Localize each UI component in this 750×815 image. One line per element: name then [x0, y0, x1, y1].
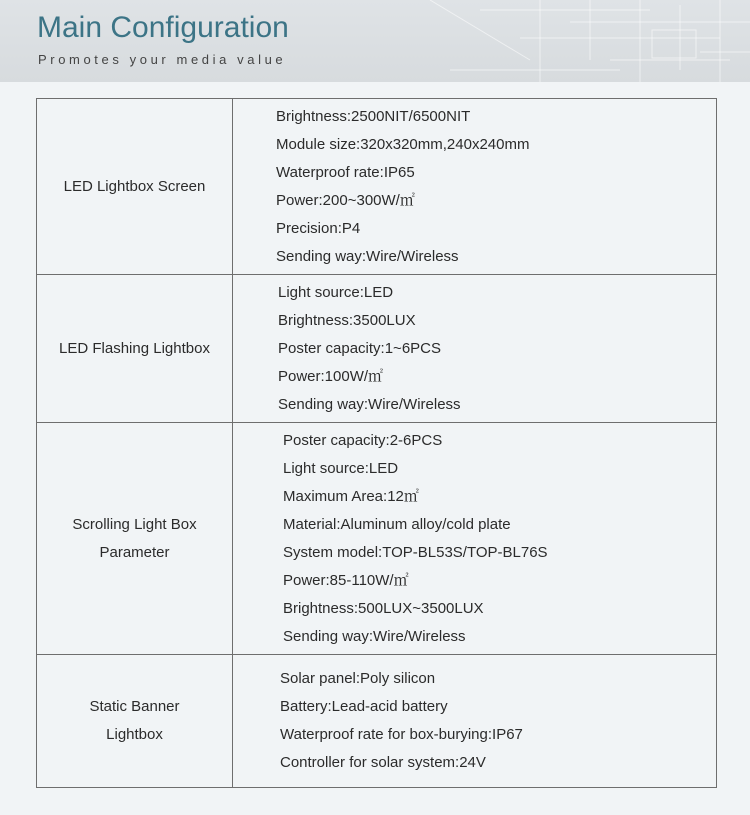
specs-cell	[233, 423, 717, 655]
spec-item: Power:200~300W/㎡	[276, 191, 415, 209]
spec-item: Sending way:Wire/Wireless	[278, 395, 461, 413]
spec-list	[233, 279, 716, 419]
spec-item: Solar panel:Poly silicon	[280, 670, 436, 687]
spec-item: Power:85-110W/㎡	[283, 571, 409, 589]
category-cell	[37, 275, 233, 423]
spec-item: Light source:LED	[278, 283, 394, 301]
category-label: Parameter	[99, 543, 170, 561]
spec-list	[233, 665, 716, 777]
category-label: LED Lightbox Screen	[63, 177, 206, 195]
specs-cell	[233, 99, 717, 275]
category-label: Static Banner	[89, 698, 180, 715]
header-banner	[0, 0, 750, 82]
category-label: Scrolling Light Box	[72, 515, 197, 533]
category-label: Lightbox	[106, 726, 163, 743]
category-cell	[37, 423, 233, 655]
spec-item: Waterproof rate for box-burying:IP67	[280, 726, 523, 743]
table-row	[37, 275, 717, 423]
spec-item: Sending way:Wire/Wireless	[283, 627, 466, 645]
table-row	[37, 655, 717, 788]
spec-item: Sending way:Wire/Wireless	[276, 247, 459, 265]
spec-item: Poster capacity:2-6PCS	[283, 431, 443, 449]
category-cell	[37, 655, 233, 788]
spec-item: Maximum Area:12㎡	[283, 487, 419, 505]
specs-cell	[233, 275, 717, 423]
spec-item: Battery:Lead-acid battery	[280, 698, 448, 715]
configuration-table	[36, 98, 717, 788]
spec-item: Power:100W/㎡	[278, 367, 384, 385]
spec-list	[233, 427, 716, 651]
spec-item: Waterproof rate:IP65	[276, 163, 415, 181]
table-row	[37, 423, 717, 655]
page-subtitle: Promotes your media value	[38, 52, 287, 67]
spec-item: Brightness:500LUX~3500LUX	[283, 599, 484, 617]
spec-item: Material:Aluminum alloy/cold plate	[283, 515, 511, 533]
page-title: Main Configuration	[37, 11, 289, 44]
spec-item: Precision:P4	[276, 219, 361, 237]
spec-item: Controller for solar system:24V	[280, 754, 486, 771]
category-cell	[37, 99, 233, 275]
specs-cell	[233, 655, 717, 788]
spec-item: Module size:320x320mm,240x240mm	[276, 135, 530, 153]
spec-item: Brightness:3500LUX	[278, 311, 416, 329]
spec-list	[233, 103, 716, 271]
spec-item: System model:TOP-BL53S/TOP-BL76S	[283, 543, 548, 561]
category-label: LED Flashing Lightbox	[59, 339, 210, 357]
spec-item: Poster capacity:1~6PCS	[278, 339, 442, 357]
spec-item: Light source:LED	[283, 459, 399, 477]
table-row	[37, 99, 717, 275]
spec-item: Brightness:2500NIT/6500NIT	[276, 107, 471, 125]
decorative-lines	[390, 0, 750, 82]
